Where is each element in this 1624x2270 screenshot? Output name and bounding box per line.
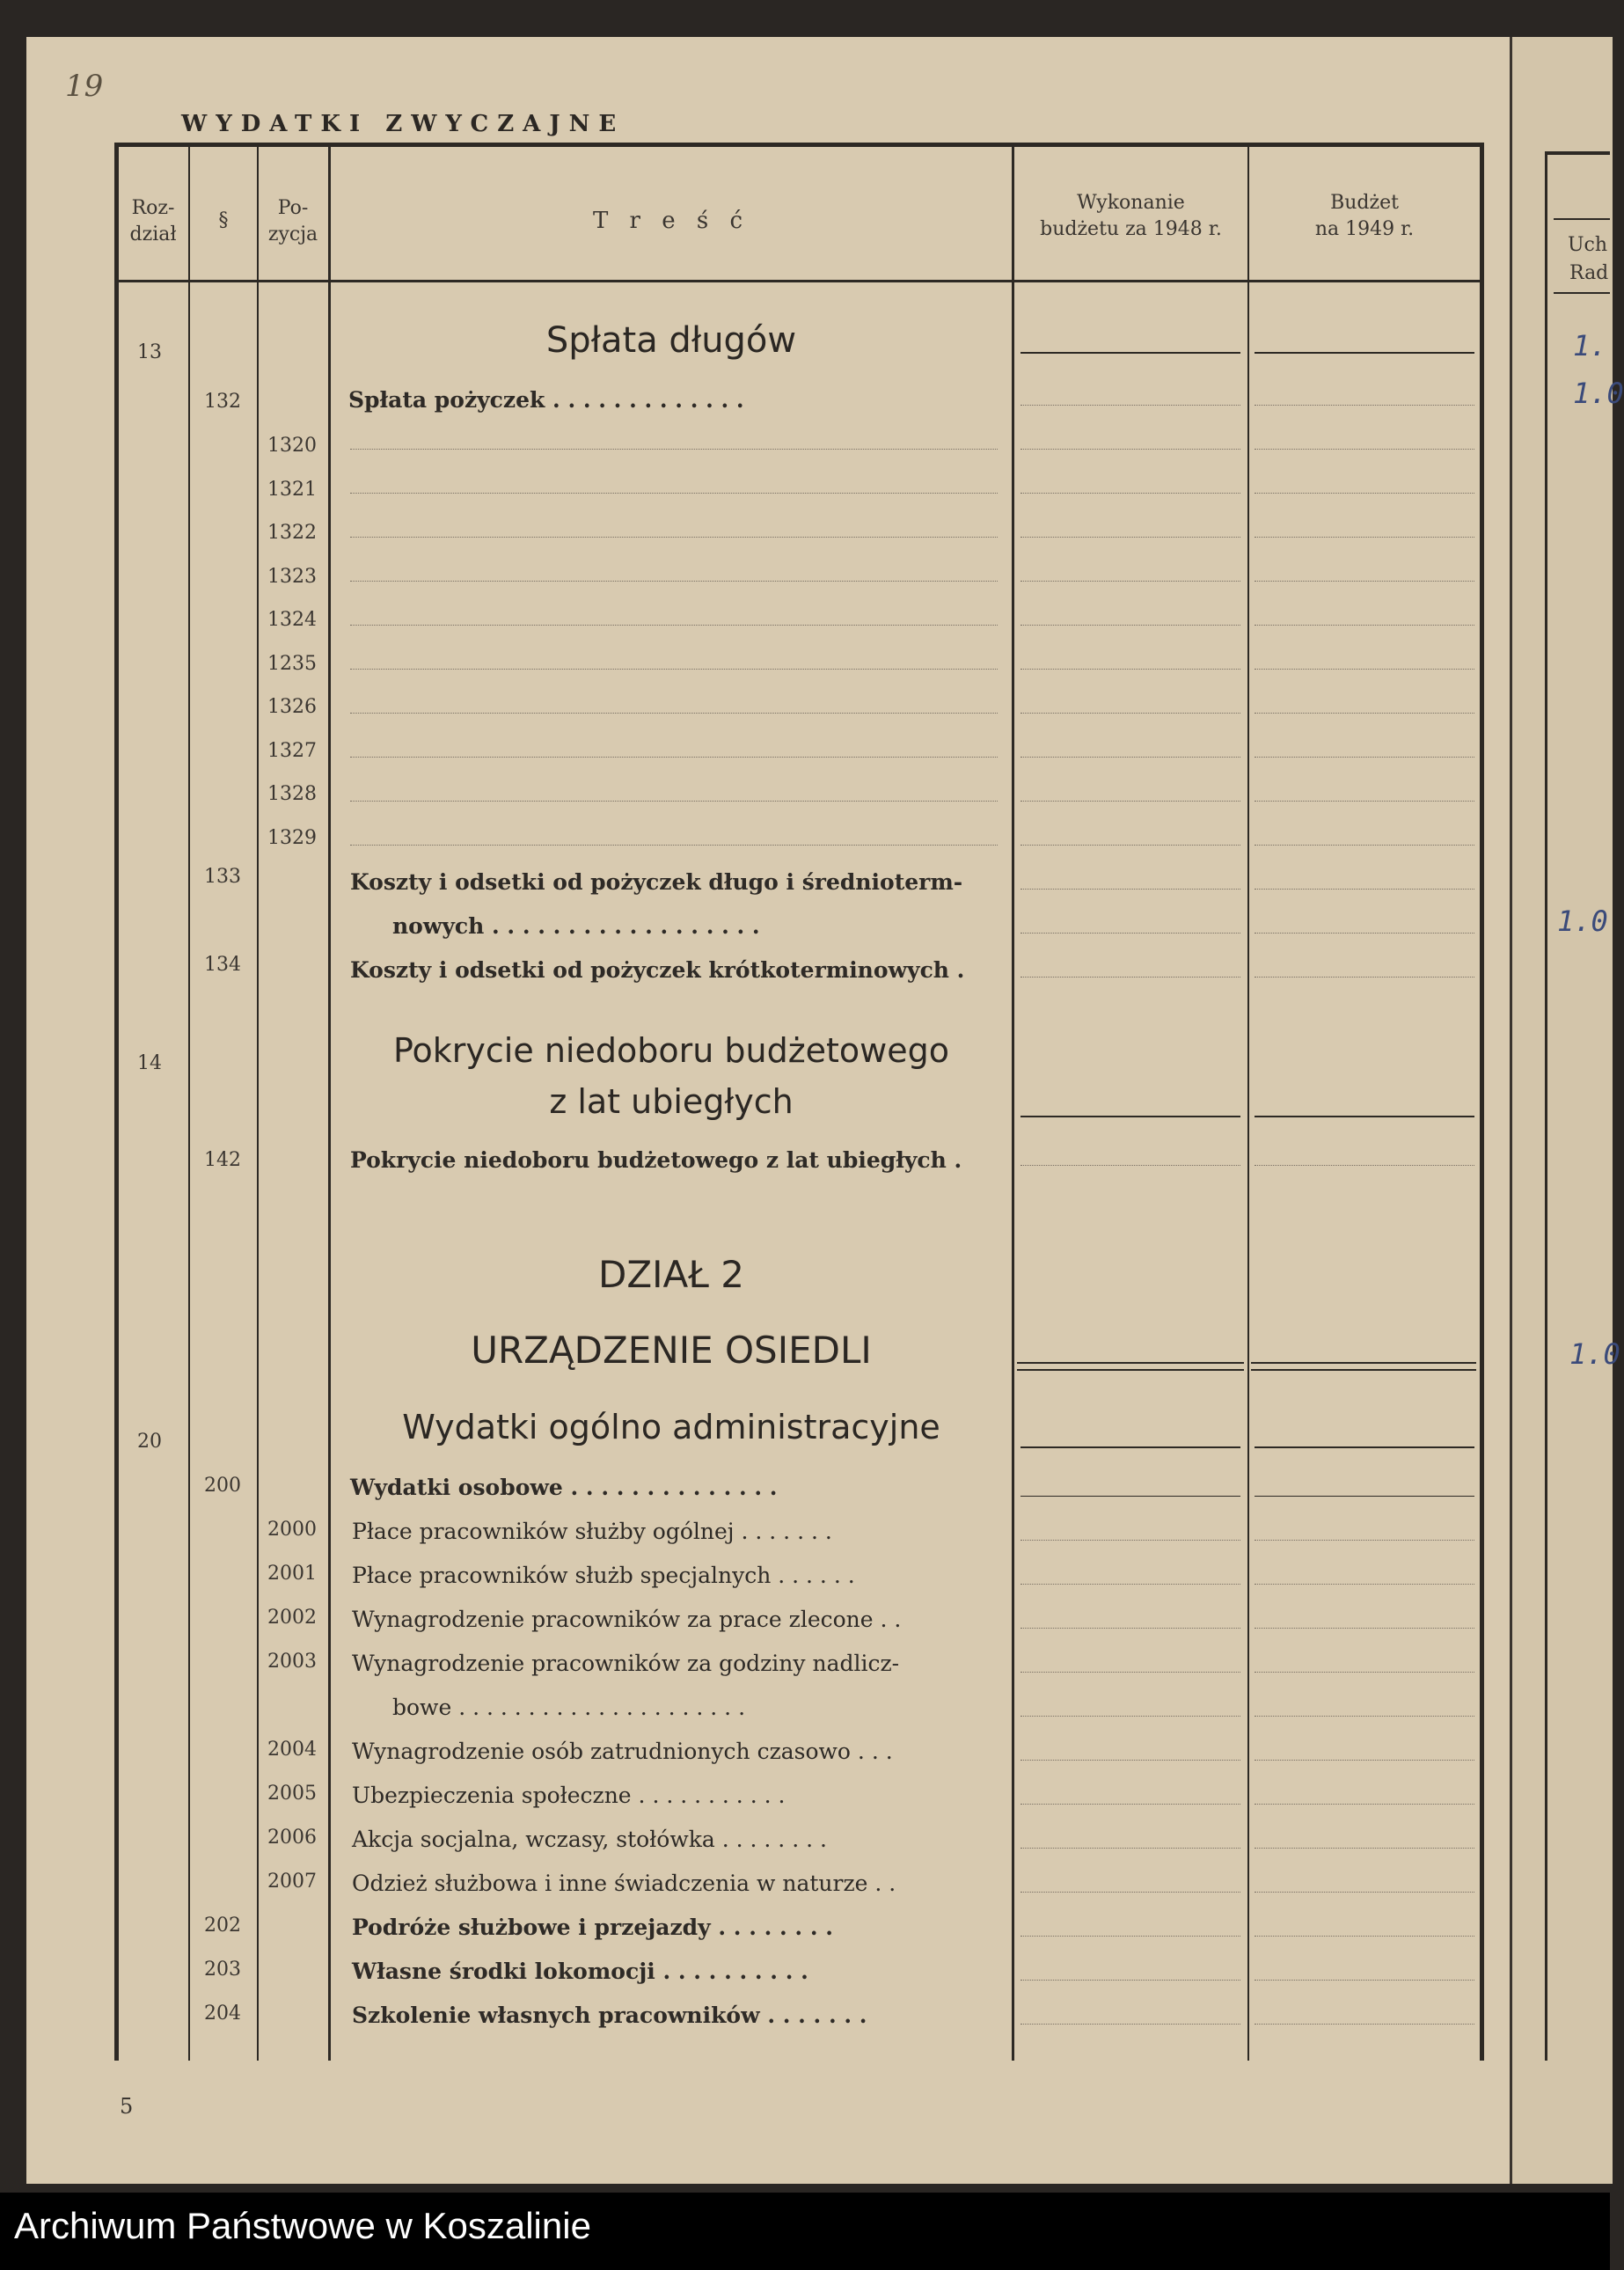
value-line [1020,1540,1240,1541]
value-line [1255,889,1474,890]
position-number: 1320 [267,435,317,457]
paragraph-number: 200 [204,1475,241,1497]
column-header-tresc: T r e ś ć [592,208,750,234]
value-line [1020,889,1240,890]
paragraph-number: 202 [204,1915,241,1937]
value-line [1020,449,1240,450]
value-line [1020,1672,1240,1673]
section-title: Wydatki ogólno administracyjne [402,1408,940,1446]
position-number: 2004 [267,1739,317,1761]
row-text: Koszty i odsetki od pożyczek długo i średnioterm- [350,869,963,895]
value-line [1255,1540,1474,1541]
position-number: 2003 [267,1651,317,1673]
value-line [1255,1804,1474,1805]
section-title: Pokrycie niedoboru budżetowego [392,1031,949,1070]
position-number: 2001 [267,1563,317,1585]
value-line [1020,1936,1240,1937]
position-number: 1235 [267,653,317,675]
section-title: z lat ubiegłych [549,1082,794,1121]
row-text: Płace pracowników służb specjalnych . . . . . . [352,1563,855,1588]
row-text: Szkolenie własnych pracowników . . . . . . . [352,2003,867,2028]
row-text: Wynagrodzenie pracowników za godziny nadlicz- [352,1651,900,1676]
position-number: 2006 [267,1827,317,1849]
value-line [1020,1892,1240,1893]
value-line [1020,405,1240,406]
position-number: 1328 [267,783,317,805]
value-line [1255,449,1474,450]
value-line [1255,757,1474,758]
value-line [1020,1760,1240,1761]
value-rule [1020,1116,1240,1117]
double-rule [1251,1369,1476,1371]
value-line [1255,1716,1474,1717]
value-line [1255,1584,1474,1585]
double-rule [1017,1362,1244,1364]
page-header-title: WYDATKI ZWYCZAJNE [181,111,625,137]
blank-line [350,625,998,626]
value-line [1255,977,1474,978]
value-rule [1255,352,1474,354]
value-line [1255,405,1474,406]
position-number: 2000 [267,1519,317,1541]
value-line [1020,1628,1240,1629]
rozdzial-number: 14 [137,1052,162,1074]
row-text: Odzież służbowa i inne świadczenia w naturze . . [352,1871,896,1896]
value-rule [1255,1496,1474,1497]
row-text: Podróże służbowe i przejazdy . . . . . . . . [352,1915,833,1940]
adjacent-value: 1.0 [1573,377,1624,410]
position-number: 1329 [267,827,317,849]
table-left-rule [114,143,119,2061]
column-header-paragraf: § [218,209,229,231]
blank-line [350,669,998,670]
value-line [1020,1716,1240,1717]
value-line [1020,669,1240,670]
position-number: 1327 [267,740,317,762]
value-line [1020,845,1240,846]
column-divider [257,143,259,2061]
row-text: bowe . . . . . . . . . . . . . . . . . . . . . [392,1695,746,1720]
position-number: 1321 [267,479,317,501]
column-divider [1012,143,1014,2061]
value-line [1020,977,1240,978]
column-header-budzet: Budżet na 1949 r. [1314,192,1415,240]
value-line [1255,1980,1474,1981]
value-line [1255,713,1474,714]
value-line [1255,1628,1474,1629]
margin-note: 19 [65,69,104,104]
value-line [1255,845,1474,846]
value-rule [1255,1446,1474,1448]
blank-line [350,845,998,846]
value-line [1255,1165,1474,1166]
value-line [1020,537,1240,538]
value-line [1255,493,1474,494]
rozdzial-number: 20 [137,1431,162,1453]
double-rule [1017,1369,1244,1371]
blank-line [350,713,998,714]
rozdzial-number: 13 [137,341,162,363]
value-line [1020,801,1240,802]
value-line [1255,2024,1474,2025]
value-line [1020,1848,1240,1849]
row-text: Ubezpieczenia społeczne . . . . . . . . . . . [352,1783,786,1808]
value-line [1255,801,1474,802]
value-line [1020,1584,1240,1585]
value-rule [1020,1496,1240,1497]
value-line [1255,669,1474,670]
dzial-title: URZĄDZENIE OSIEDLI [471,1329,872,1372]
adjacent-header: Uch [1568,234,1608,256]
row-text: Spłata pożyczek . . . . . . . . . . . . . [348,387,744,413]
value-line [1255,1892,1474,1893]
row-text: Koszty i odsetki od pożyczek krótkoterminowych . [350,957,965,983]
paragraph-number: 142 [204,1149,241,1171]
row-text: Płace pracowników służby ogólnej . . . . . . . [352,1519,832,1544]
adjacent-value: 1.0 [1569,1337,1620,1371]
paragraph-number: 134 [204,954,241,976]
row-text: Wynagrodzenie osób zatrudnionych czasowo . . . [352,1739,893,1764]
value-line [1255,581,1474,582]
value-line [1255,1672,1474,1673]
paragraph-number: 133 [204,866,241,888]
adjacent-value: 1.0 [1557,904,1608,938]
value-line [1020,581,1240,582]
paragraph-number: 204 [204,2003,241,2025]
position-number: 1323 [267,566,317,588]
adjacent-rule [1554,218,1610,220]
adjacent-value: 1. [1573,329,1607,362]
column-header-pozycja: Po- zycja [267,197,318,245]
header-bottom-rule [114,280,1483,282]
adjacent-header: Rad [1569,262,1609,284]
value-line [1255,933,1474,934]
blank-line [350,493,998,494]
value-rule [1020,352,1240,354]
value-line [1020,1980,1240,1981]
blank-line [350,449,998,450]
archive-caption: Archiwum Państwowe w Koszalinie [14,2205,591,2246]
adjacent-rule [1554,292,1610,294]
value-line [1255,537,1474,538]
row-text: nowych . . . . . . . . . . . . . . . . . . [392,913,760,939]
position-number: 2007 [267,1871,317,1893]
adjacent-left-rule [1545,151,1547,2061]
value-line [1020,493,1240,494]
row-text: Akcja socjalna, wczasy, stołówka . . . . . . . . [352,1827,827,1852]
position-number: 1324 [267,609,317,631]
table-top-rule [114,143,1483,147]
row-text: Wynagrodzenie pracowników za prace zlecone . . [352,1607,902,1632]
adjacent-top-rule [1545,151,1610,155]
value-line [1255,1936,1474,1937]
row-text: Wydatki osobowe . . . . . . . . . . . . . . [350,1475,778,1500]
position-number: 1326 [267,696,317,718]
column-divider [188,143,190,2061]
double-rule [1251,1362,1476,1364]
value-line [1020,625,1240,626]
blank-line [350,801,998,802]
value-rule [1020,1446,1240,1448]
value-line [1020,933,1240,934]
paragraph-number: 203 [204,1959,241,1981]
value-line [1020,757,1240,758]
row-text: Własne środki lokomocji . . . . . . . . . . [352,1959,808,1984]
column-divider [1247,143,1249,2061]
value-line [1020,713,1240,714]
position-number: 2002 [267,1607,317,1629]
blank-line [350,537,998,538]
value-line [1020,2024,1240,2025]
position-number: 2005 [267,1783,317,1805]
column-header-wykonanie: Wykonanie budżetu za 1948 r. [1040,192,1222,240]
value-line [1255,625,1474,626]
column-header-rozdzial: Roz- dział [129,197,177,245]
value-line [1255,1848,1474,1849]
value-line [1020,1165,1240,1166]
blank-line [350,757,998,758]
position-number: 1322 [267,522,317,544]
value-rule [1255,1116,1474,1117]
value-line [1020,1804,1240,1805]
blank-line [350,581,998,582]
dzial-number: DZIAŁ 2 [598,1253,744,1296]
value-line [1255,1760,1474,1761]
table-right-rule [1480,143,1484,2061]
row-text: Pokrycie niedoboru budżetowego z lat ubiegłych . [350,1147,962,1173]
paragraph-number: 132 [204,391,241,413]
page-number: 5 [120,2094,134,2119]
section-title: Spłata długów [545,320,797,361]
